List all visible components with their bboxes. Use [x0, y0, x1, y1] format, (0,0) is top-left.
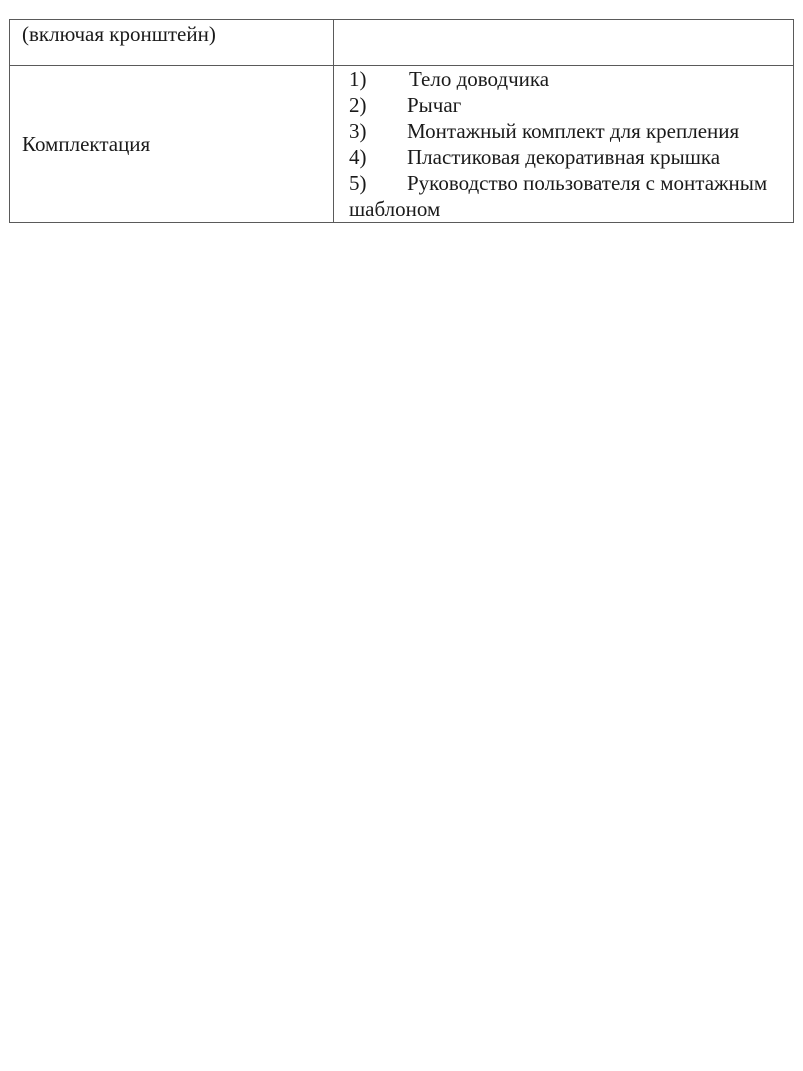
specification-table	[9, 19, 794, 223]
list-item-number: 5)	[349, 171, 367, 195]
list-item-number: 4)	[349, 145, 367, 169]
list-item	[349, 118, 793, 144]
list-item	[349, 144, 793, 170]
list-item-text: Рычаг	[407, 93, 462, 117]
list-item-text: Монтажный комплект для крепления	[407, 119, 740, 143]
table-row	[10, 66, 794, 223]
row-value-cell	[334, 20, 794, 66]
row-label-cell	[10, 66, 334, 223]
kit-contents-cell	[334, 66, 794, 223]
list-item-text: Пластиковая декоративная крышка	[407, 145, 721, 169]
list-item	[349, 92, 793, 118]
list-item	[349, 66, 793, 92]
list-item-number: 3)	[349, 119, 367, 143]
kit-contents-list	[349, 66, 793, 222]
list-item-text: Тело доводчика	[409, 67, 550, 91]
row-label-cell	[10, 20, 334, 66]
list-item-number: 2)	[349, 93, 367, 117]
list-item	[349, 170, 793, 222]
row-label: (включая кронштейн)	[22, 22, 216, 46]
list-item-text: Руководство пользователя с монтажным шаблоном	[349, 171, 768, 221]
list-item-number: 1)	[349, 67, 367, 91]
table-row	[10, 20, 794, 66]
row-label: Комплектация	[22, 132, 151, 156]
